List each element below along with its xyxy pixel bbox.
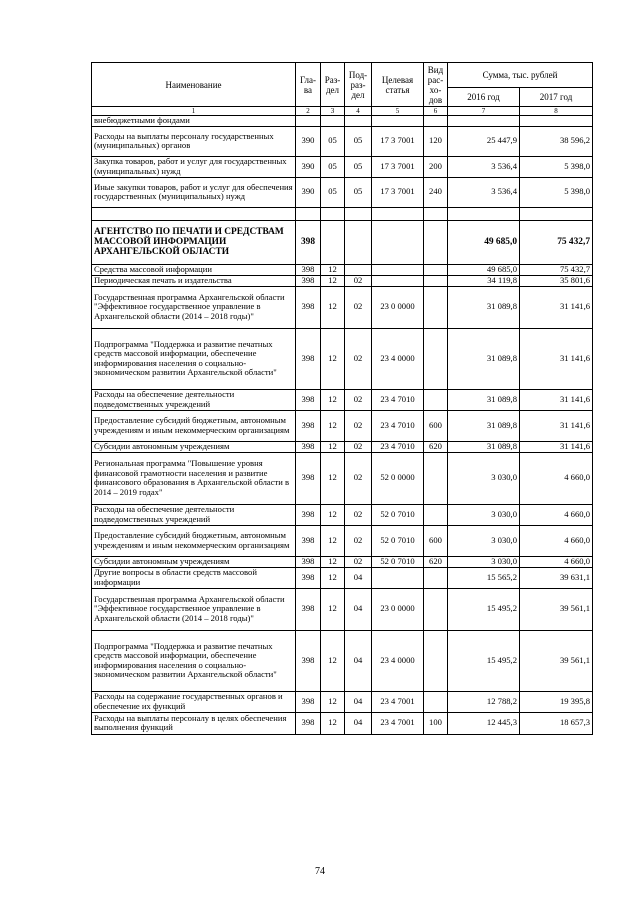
row-section-cell: 12: [321, 567, 345, 588]
row-section-cell: [321, 220, 345, 264]
row-sum-2017-cell: 75 432,7: [520, 220, 593, 264]
row-sum-2016-cell: 15 495,2: [448, 630, 520, 691]
row-sum-2016-cell: 31 089,8: [448, 286, 520, 328]
row-name-cell: внебюджетными фондами: [92, 116, 296, 127]
row-target-article-cell: 52 0 7010: [372, 504, 424, 525]
row-chapter-cell: 398: [296, 525, 321, 556]
row-chapter-cell: 390: [296, 126, 321, 156]
row-name-cell: Расходы на выплаты персоналу в целях обеспечения выполнения функций: [92, 712, 296, 734]
table-row: [92, 691, 593, 712]
row-target-article-cell: [372, 220, 424, 264]
row-subsection-cell: 02: [345, 410, 372, 441]
row-section-cell: [321, 116, 345, 127]
row-chapter-cell: 398: [296, 567, 321, 588]
page-number: 74: [315, 866, 325, 877]
table-row: [92, 712, 593, 734]
row-chapter-cell: 390: [296, 177, 321, 207]
row-target-article-cell: 17 3 7001: [372, 177, 424, 207]
row-sum-2017-cell: 39 631,1: [520, 567, 593, 588]
row-subsection-cell: 02: [345, 286, 372, 328]
row-name-cell: Расходы на содержание государственных органов и обеспечение их функций: [92, 691, 296, 712]
spacer-cell: [321, 207, 345, 220]
row-section-cell: 12: [321, 275, 345, 286]
row-name-cell: Расходы на обеспечение деятельности подведомственных учреждений: [92, 389, 296, 410]
row-sum-2016-cell: 3 030,0: [448, 504, 520, 525]
row-expense-type-cell: [424, 389, 448, 410]
row-expense-type-cell: [424, 220, 448, 264]
row-chapter-cell: 398: [296, 691, 321, 712]
row-sum-2017-cell: 39 561,1: [520, 630, 593, 691]
row-name-cell: Подпрограмма "Поддержка и развитие печатных средств массовой информации, обеспечение информирования населения о социально-экономическом развитии Архангельской области": [92, 328, 296, 389]
column-number: 2: [296, 107, 321, 116]
row-section-cell: 05: [321, 126, 345, 156]
row-section-cell: 12: [321, 264, 345, 275]
row-chapter-cell: 398: [296, 441, 321, 452]
row-sum-2017-cell: 18 657,3: [520, 712, 593, 734]
row-sum-2016-cell: 25 447,9: [448, 126, 520, 156]
row-expense-type-cell: 600: [424, 410, 448, 441]
row-name-cell: Расходы на обеспечение деятельности подведомственных учреждений: [92, 504, 296, 525]
document-page: [91, 62, 592, 735]
row-section-cell: 12: [321, 328, 345, 389]
table-row: [92, 275, 593, 286]
row-name-cell: Иные закупки товаров, работ и услуг для обеспечения государственных (муниципальных) нужд: [92, 177, 296, 207]
row-subsection-cell: 04: [345, 588, 372, 630]
table-row: [92, 410, 593, 441]
row-section-cell: 12: [321, 691, 345, 712]
row-expense-type-cell: 620: [424, 556, 448, 567]
row-name-cell: Предоставление субсидий бюджетным, автономным учреждениям и иным некоммерческим организациям: [92, 410, 296, 441]
row-sum-2016-cell: 3 030,0: [448, 452, 520, 504]
row-chapter-cell: 398: [296, 410, 321, 441]
row-section-cell: 12: [321, 452, 345, 504]
row-expense-type-cell: 100: [424, 712, 448, 734]
row-target-article-cell: [372, 275, 424, 286]
row-chapter-cell: 398: [296, 588, 321, 630]
row-sum-2017-cell: 39 561,1: [520, 588, 593, 630]
row-sum-2016-cell: 12 445,3: [448, 712, 520, 734]
row-sum-2016-cell: 15 565,2: [448, 567, 520, 588]
spacer-cell: [372, 207, 424, 220]
row-chapter-cell: 398: [296, 504, 321, 525]
row-subsection-cell: [345, 116, 372, 127]
row-name-cell: Подпрограмма "Поддержка и развитие печатных средств массовой информации, обеспечение информирования населения о социально-экономическом развитии Архангельской области": [92, 630, 296, 691]
row-chapter-cell: 398: [296, 264, 321, 275]
table-row: [92, 567, 593, 588]
row-expense-type-cell: [424, 691, 448, 712]
table-row: [92, 177, 593, 207]
column-number: 8: [520, 107, 593, 116]
row-target-article-cell: 52 0 7010: [372, 525, 424, 556]
row-sum-2017-cell: 19 395,8: [520, 691, 593, 712]
row-expense-type-cell: [424, 275, 448, 286]
row-sum-2016-cell: 3 030,0: [448, 525, 520, 556]
row-chapter-cell: 398: [296, 712, 321, 734]
row-section-cell: 05: [321, 177, 345, 207]
row-subsection-cell: 04: [345, 567, 372, 588]
row-subsection-cell: 04: [345, 630, 372, 691]
column-number: 6: [424, 107, 448, 116]
table-row: [92, 588, 593, 630]
row-name-cell: Средства массовой информации: [92, 264, 296, 275]
table-row: [92, 389, 593, 410]
row-sum-2016-cell: 49 685,0: [448, 264, 520, 275]
row-subsection-cell: 05: [345, 126, 372, 156]
row-target-article-cell: 23 4 0000: [372, 630, 424, 691]
row-section-cell: 12: [321, 588, 345, 630]
row-sum-2017-cell: 4 660,0: [520, 525, 593, 556]
spacer-cell: [424, 207, 448, 220]
spacer-cell: [520, 207, 593, 220]
row-sum-2017-cell: 31 141,6: [520, 389, 593, 410]
row-target-article-cell: [372, 116, 424, 127]
row-subsection-cell: 02: [345, 556, 372, 567]
row-sum-2017-cell: 4 660,0: [520, 504, 593, 525]
table-row: [92, 441, 593, 452]
row-sum-2016-cell: 15 495,2: [448, 588, 520, 630]
table-row: [92, 630, 593, 691]
row-chapter-cell: 390: [296, 156, 321, 177]
table-body: [92, 116, 593, 735]
row-target-article-cell: 17 3 7001: [372, 126, 424, 156]
row-sum-2016-cell: [448, 116, 520, 127]
row-expense-type-cell: [424, 504, 448, 525]
row-expense-type-cell: [424, 116, 448, 127]
row-section-cell: 05: [321, 156, 345, 177]
row-expense-type-cell: [424, 328, 448, 389]
header-target-article: Целевая статья: [372, 63, 424, 107]
spacer-row: [92, 207, 593, 220]
row-sum-2016-cell: 34 119,8: [448, 275, 520, 286]
row-chapter-cell: [296, 116, 321, 127]
row-expense-type-cell: [424, 286, 448, 328]
table-row: [92, 556, 593, 567]
header-razdel: Раз-дел: [321, 63, 345, 107]
row-name-cell: Государственная программа Архангельской области "Эффективное государственное управление в Архангельской области (2014 – 2018 годы)": [92, 588, 296, 630]
table-row: [92, 452, 593, 504]
row-sum-2017-cell: 31 141,6: [520, 410, 593, 441]
row-target-article-cell: 23 0 0000: [372, 588, 424, 630]
column-number: 4: [345, 107, 372, 116]
row-target-article-cell: 17 3 7001: [372, 156, 424, 177]
row-section-cell: 12: [321, 712, 345, 734]
table-row: [92, 220, 593, 264]
spacer-cell: [448, 207, 520, 220]
row-name-cell: АГЕНТСТВО ПО ПЕЧАТИ И СРЕДСТВАМ МАССОВОЙ ИНФОРМАЦИИ АРХАНГЕЛЬСКОЙ ОБЛАСТИ: [92, 220, 296, 264]
table-row: [92, 156, 593, 177]
row-chapter-cell: 398: [296, 275, 321, 286]
row-name-cell: Закупка товаров, работ и услуг для государственных (муниципальных) нужд: [92, 156, 296, 177]
row-name-cell: Предоставление субсидий бюджетным, автономным учреждениям и иным некоммерческим организациям: [92, 525, 296, 556]
row-subsection-cell: 05: [345, 156, 372, 177]
row-expense-type-cell: [424, 630, 448, 691]
spacer-cell: [92, 207, 296, 220]
row-target-article-cell: 52 0 7010: [372, 556, 424, 567]
row-section-cell: 12: [321, 556, 345, 567]
row-expense-type-cell: [424, 264, 448, 275]
table-row: [92, 286, 593, 328]
row-target-article-cell: 23 4 7010: [372, 441, 424, 452]
row-sum-2016-cell: 31 089,8: [448, 328, 520, 389]
row-target-article-cell: 23 4 0000: [372, 328, 424, 389]
row-chapter-cell: 398: [296, 328, 321, 389]
spacer-cell: [296, 207, 321, 220]
row-target-article-cell: 23 4 7010: [372, 410, 424, 441]
row-sum-2016-cell: 31 089,8: [448, 389, 520, 410]
row-name-cell: Периодическая печать и издательства: [92, 275, 296, 286]
row-subsection-cell: 02: [345, 504, 372, 525]
row-sum-2017-cell: 38 596,2: [520, 126, 593, 156]
header-year-2016: 2016 год: [448, 88, 520, 107]
row-subsection-cell: 04: [345, 712, 372, 734]
row-section-cell: 12: [321, 441, 345, 452]
table-row: [92, 328, 593, 389]
row-target-article-cell: [372, 567, 424, 588]
row-sum-2017-cell: 31 141,6: [520, 441, 593, 452]
row-subsection-cell: 02: [345, 441, 372, 452]
row-section-cell: 12: [321, 286, 345, 328]
header-sum: Сумма, тыс. рублей: [448, 63, 593, 88]
row-name-cell: Региональная программа "Повышение уровня финансовой грамотности населения и развитие финансового образования в Архангельской области в 2014 – 2019 годах": [92, 452, 296, 504]
row-sum-2017-cell: 4 660,0: [520, 556, 593, 567]
row-target-article-cell: 23 0 0000: [372, 286, 424, 328]
row-sum-2016-cell: 3 536,4: [448, 156, 520, 177]
row-subsection-cell: 02: [345, 328, 372, 389]
table-row: [92, 504, 593, 525]
row-target-article-cell: [372, 264, 424, 275]
row-name-cell: Субсидии автономным учреждениям: [92, 441, 296, 452]
table-row: [92, 116, 593, 127]
row-sum-2017-cell: 4 660,0: [520, 452, 593, 504]
row-chapter-cell: 398: [296, 452, 321, 504]
row-subsection-cell: 02: [345, 452, 372, 504]
row-section-cell: 12: [321, 410, 345, 441]
row-name-cell: Другие вопросы в области средств массовой информации: [92, 567, 296, 588]
row-sum-2016-cell: 49 685,0: [448, 220, 520, 264]
row-name-cell: Государственная программа Архангельской области "Эффективное государственное управление в Архангельской области (2014 – 2018 годы)": [92, 286, 296, 328]
row-chapter-cell: 398: [296, 389, 321, 410]
row-sum-2016-cell: 3 030,0: [448, 556, 520, 567]
row-subsection-cell: 04: [345, 691, 372, 712]
row-chapter-cell: 398: [296, 220, 321, 264]
row-section-cell: 12: [321, 504, 345, 525]
header-year-2017: 2017 год: [520, 88, 593, 107]
row-subsection-cell: 02: [345, 275, 372, 286]
row-sum-2017-cell: 31 141,6: [520, 286, 593, 328]
table-row: [92, 525, 593, 556]
row-expense-type-cell: 120: [424, 126, 448, 156]
row-sum-2017-cell: 31 141,6: [520, 328, 593, 389]
row-sum-2017-cell: 75 432,7: [520, 264, 593, 275]
row-subsection-cell: [345, 264, 372, 275]
row-subsection-cell: [345, 220, 372, 264]
row-expense-type-cell: [424, 588, 448, 630]
row-sum-2017-cell: 5 398,0: [520, 177, 593, 207]
table-row: [92, 126, 593, 156]
row-name-cell: Субсидии автономным учреждениям: [92, 556, 296, 567]
row-target-article-cell: 23 4 7010: [372, 389, 424, 410]
row-subsection-cell: 02: [345, 525, 372, 556]
row-sum-2016-cell: 31 089,8: [448, 441, 520, 452]
row-sum-2017-cell: 5 398,0: [520, 156, 593, 177]
row-expense-type-cell: 240: [424, 177, 448, 207]
row-expense-type-cell: [424, 567, 448, 588]
row-expense-type-cell: 620: [424, 441, 448, 452]
row-chapter-cell: 398: [296, 556, 321, 567]
row-expense-type-cell: 200: [424, 156, 448, 177]
row-sum-2017-cell: [520, 116, 593, 127]
header-glava: Гла-ва: [296, 63, 321, 107]
row-target-article-cell: 23 4 7001: [372, 712, 424, 734]
row-section-cell: 12: [321, 630, 345, 691]
header-name: Наименование: [92, 63, 296, 107]
header-expense-type: Вид рас-хо-дов: [424, 63, 448, 107]
row-sum-2017-cell: 35 801,6: [520, 275, 593, 286]
row-section-cell: 12: [321, 525, 345, 556]
row-name-cell: Расходы на выплаты персоналу государственных (муниципальных) органов: [92, 126, 296, 156]
row-target-article-cell: 23 4 7001: [372, 691, 424, 712]
row-sum-2016-cell: 3 536,4: [448, 177, 520, 207]
row-chapter-cell: 398: [296, 286, 321, 328]
column-number: 3: [321, 107, 345, 116]
row-subsection-cell: 02: [345, 389, 372, 410]
row-chapter-cell: 398: [296, 630, 321, 691]
row-target-article-cell: 52 0 0000: [372, 452, 424, 504]
column-numbers-row: [92, 107, 593, 116]
column-number: 5: [372, 107, 424, 116]
column-number: 7: [448, 107, 520, 116]
table-row: [92, 264, 593, 275]
row-sum-2016-cell: 12 788,2: [448, 691, 520, 712]
row-subsection-cell: 05: [345, 177, 372, 207]
spacer-cell: [345, 207, 372, 220]
column-number: 1: [92, 107, 296, 116]
row-section-cell: 12: [321, 389, 345, 410]
row-expense-type-cell: [424, 452, 448, 504]
row-sum-2016-cell: 31 089,8: [448, 410, 520, 441]
budget-table: [91, 62, 593, 735]
row-expense-type-cell: 600: [424, 525, 448, 556]
header-podrazdel: Под-раз-дел: [345, 63, 372, 107]
